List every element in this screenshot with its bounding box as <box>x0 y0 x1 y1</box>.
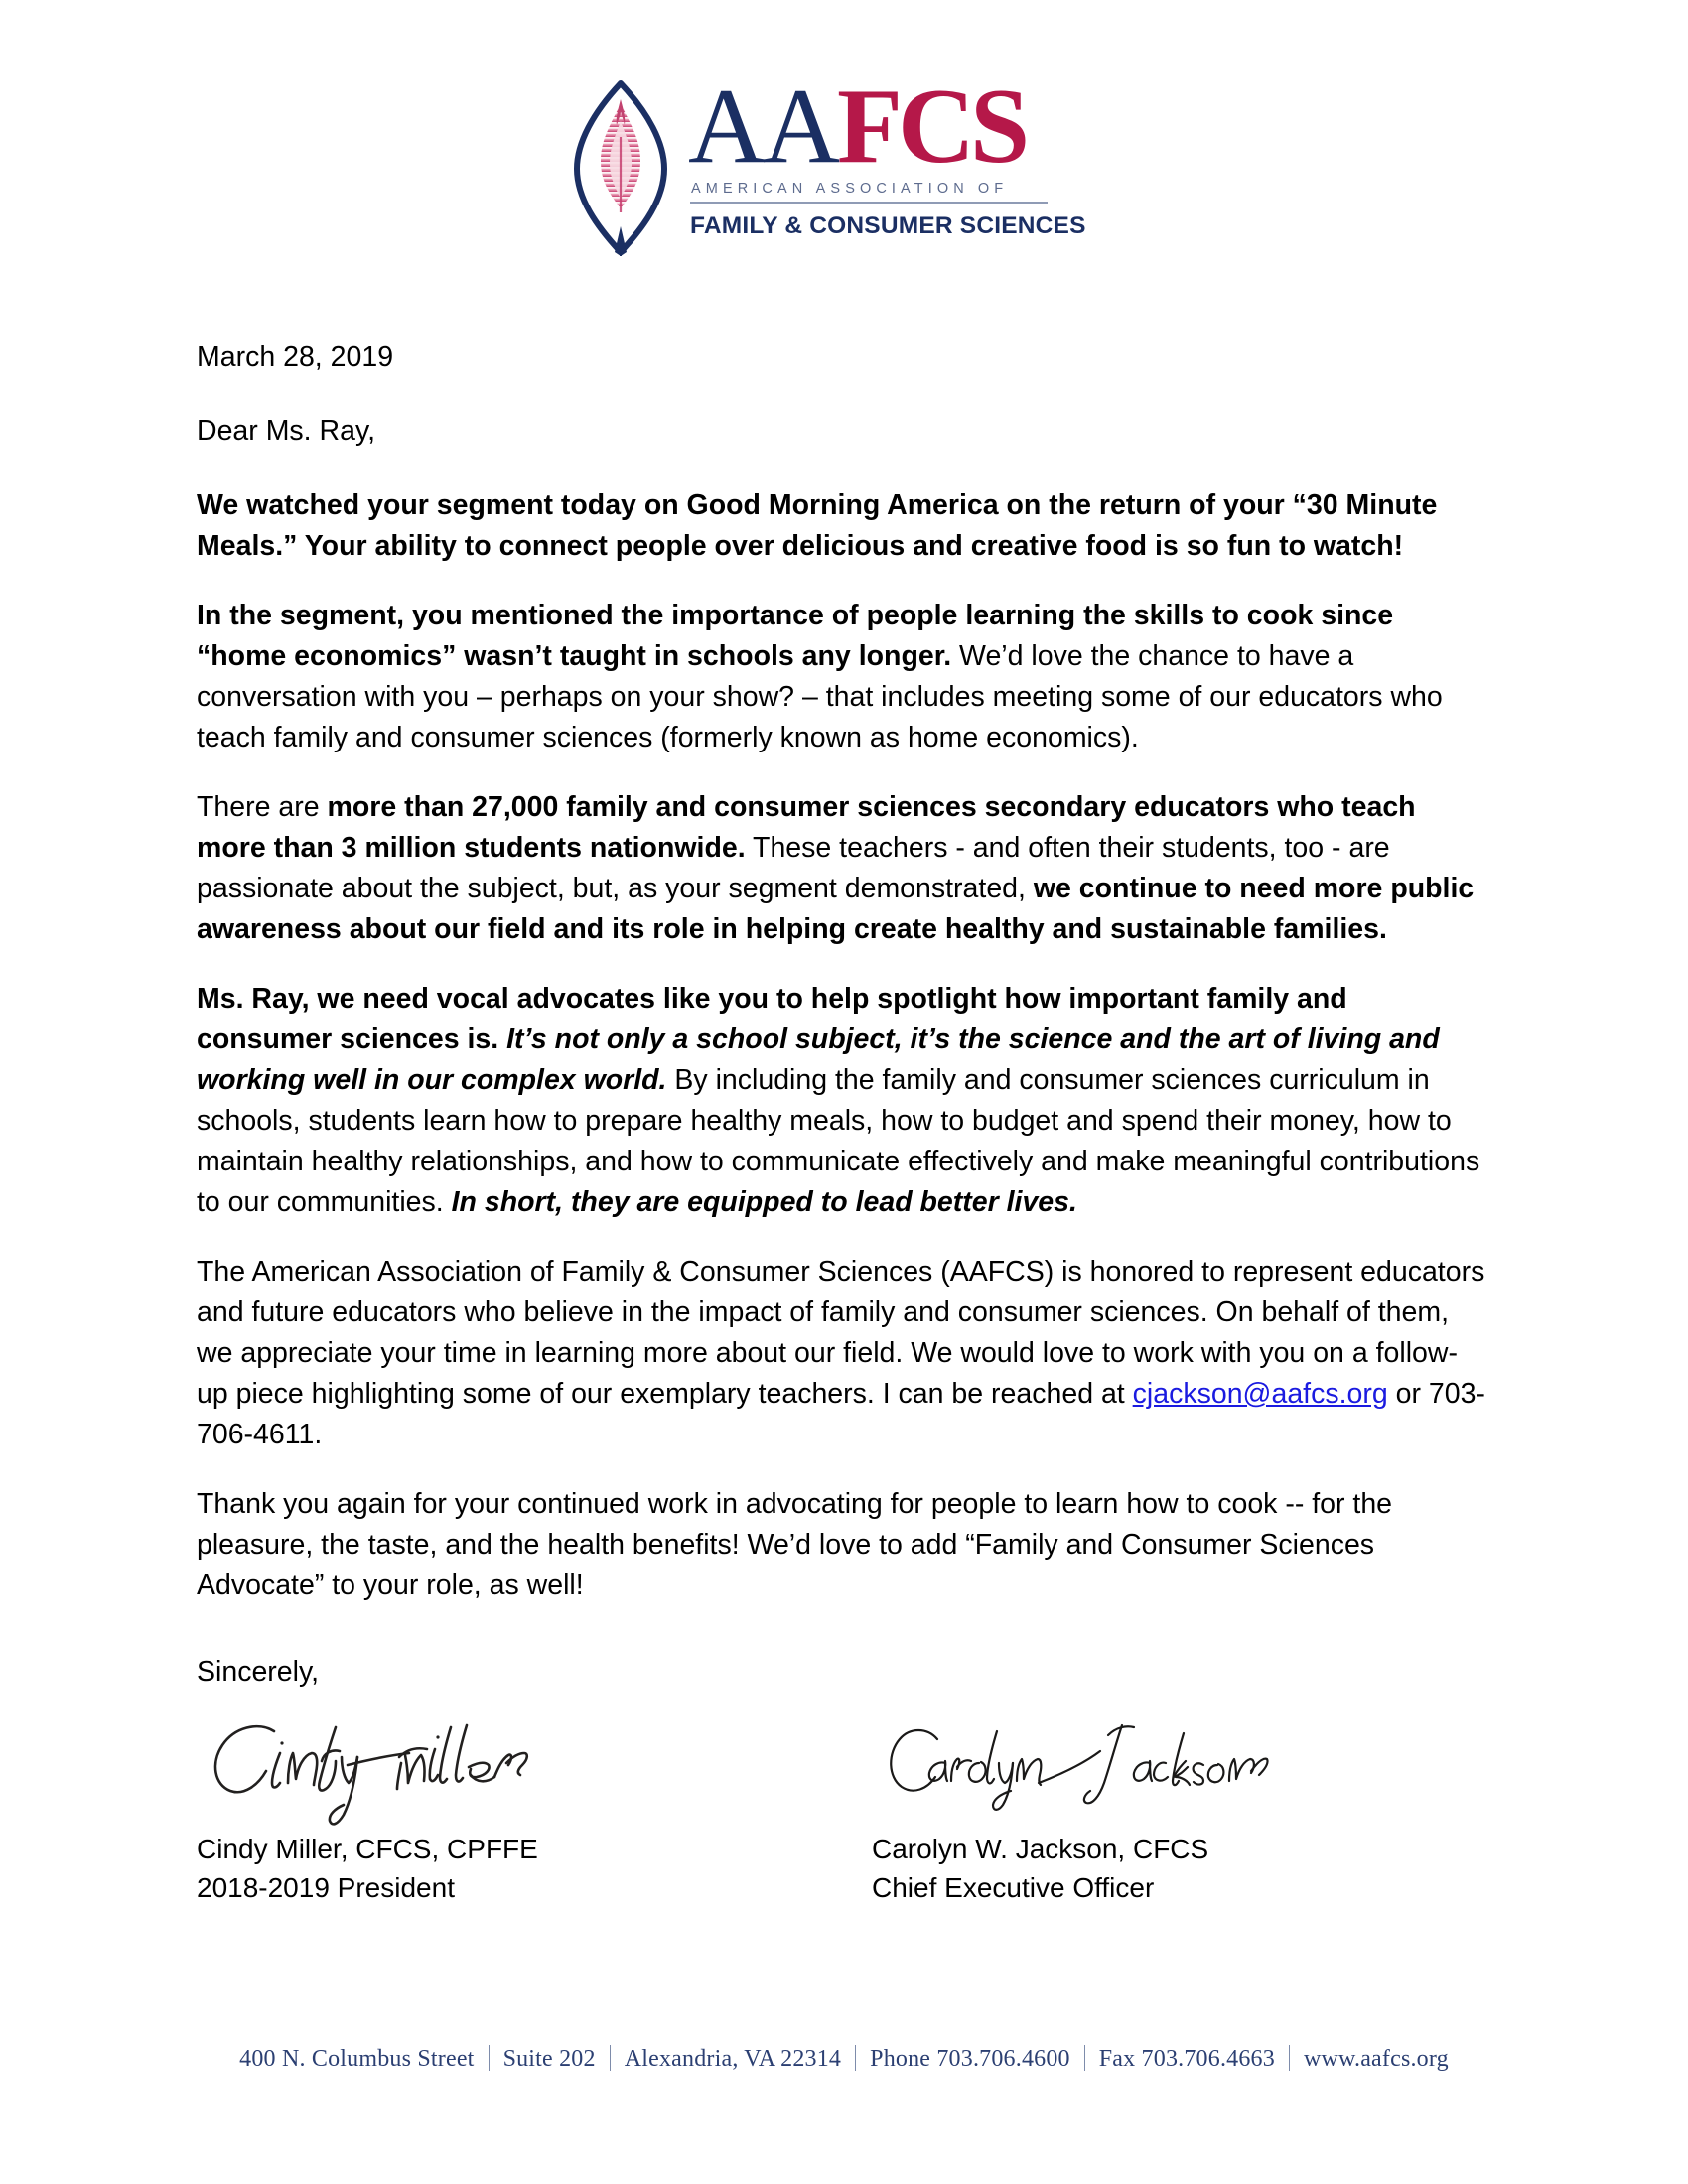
p1-bold: We watched your segment today on Good Morning America on the return of your “30 Minute Meals.” Your ability to connect people over delicious and creative food is so fun to watch! <box>197 489 1438 562</box>
footer-separator <box>1289 2045 1290 2071</box>
letter-paragraph-4 <box>197 979 1487 1223</box>
aafcs-flame-diamond-logo <box>561 77 680 256</box>
page-footer <box>0 2045 1688 2073</box>
p3-bold-1: more than 27,000 family and consumer sciences secondary educators who teach more than 3 million students nationwide. <box>197 791 1416 864</box>
p3-mid: These teachers - and often their students, too - are passionate about the subject, but, as your segment demonstrated, <box>197 832 1390 904</box>
letter-paragraph-1 <box>197 485 1487 567</box>
footer-suite: Suite 202 <box>502 2046 596 2072</box>
p2-normal: We’d love the chance to have a conversation with you – perhaps on your show? – that includes meeting some of our educators who teach family and consumer sciences (formerly known as home economics). <box>197 640 1443 753</box>
p5-part-1: The American Association of Family & Consumer Sciences (AAFCS) is honored to represent educators and future educators who believe in the impact of family and consumer sciences. On behalf of them, we appreciate your time in learning more about our field. We would love to work with you on a follow-up piece highlighting some of our exemplary teachers. I can be reached at <box>197 1256 1485 1410</box>
footer-separator <box>1084 2045 1085 2071</box>
p4-bolditalic-2: In short, they are equipped to lead better lives. <box>451 1186 1077 1218</box>
signature-title-ceo: Chief Executive Officer <box>872 1872 1155 1903</box>
signature-name-president: Cindy Miller, CFCS, CPFFE <box>197 1834 538 1864</box>
p4-bold-1: Ms. Ray, we need vocal advocates like you to help spotlight how important family and consumer sciences is. <box>197 983 1347 1055</box>
footer-separator <box>489 2045 490 2071</box>
letter-paragraph-6: Thank you again for your continued work in advocating for people to learn how to cook -- for the pleasure, the taste, and the health benefits! We’d love to add “Family and Consumer Sciences Advocate” to your role, as well! <box>197 1488 1393 1601</box>
footer-phone: Phone 703.706.4600 <box>870 2046 1070 2072</box>
signature-title-president: 2018-2019 President <box>197 1872 455 1903</box>
footer-address: 400 N. Columbus Street <box>239 2046 475 2072</box>
p2-bold: In the segment, you mentioned the importance of people learning the skills to cook since “home economics” wasn’t taught in schools any longer. <box>197 600 1394 672</box>
letter-date: March 28, 2019 <box>197 341 394 373</box>
signature-name-ceo: Carolyn W. Jackson, CFCS <box>872 1834 1209 1864</box>
logo-divider-rule <box>690 202 1048 204</box>
footer-separator <box>855 2045 856 2071</box>
logo-subtitle-top: AMERICAN ASSOCIATION OF <box>691 181 1009 197</box>
p4-bolditalic-1: It’s not only a school subject, it’s the science and the art of living and working well in our complex world. <box>197 1024 1440 1096</box>
p3-bold-2: we continue to need more public awareness about our field and its role in helping create healthy and sustainable families. <box>197 873 1475 945</box>
cindy-miller-signature <box>197 1706 624 1830</box>
footer-fax: Fax 703.706.4663 <box>1098 2046 1275 2072</box>
logo-subtitle-bottom: FAMILY & CONSUMER SCIENCES <box>690 212 1086 239</box>
footer-contact-line <box>239 2045 1449 2073</box>
letter-closing: Sincerely, <box>197 1656 320 1688</box>
logo-acronym-aa: AA <box>688 68 837 186</box>
logo-acronym <box>688 68 1085 186</box>
letter-paragraph-5 <box>197 1252 1487 1455</box>
signature-block-president <box>197 1706 792 1907</box>
aafcs-logo <box>561 68 1087 256</box>
footer-separator <box>610 2045 611 2071</box>
footer-city-state-zip: Alexandria, VA 22314 <box>624 2046 842 2072</box>
carolyn-jackson-signature <box>872 1706 1299 1830</box>
email-link[interactable]: cjackson@aafcs.org <box>1132 1378 1388 1410</box>
letter-body <box>197 338 1487 1635</box>
signature-row <box>197 1706 1487 2003</box>
p5-part-2: or 703-706-4611. <box>197 1378 1485 1450</box>
footer-website: www.aafcs.org <box>1303 2046 1449 2072</box>
logo-text <box>688 68 1086 240</box>
logo-acronym-fcs: FCS <box>837 68 1026 186</box>
letter-paragraph-2 <box>197 596 1487 758</box>
letter-paragraph-3 <box>197 787 1487 950</box>
signature-block-ceo <box>872 1706 1468 1907</box>
p4-normal: By including the family and consumer sciences curriculum in schools, students learn how to prepare healthy meals, how to budget and spend their money, how to maintain healthy relationships, and how to communicate effectively and make meaningful contributions to our communities. <box>197 1064 1480 1218</box>
letter-salutation: Dear Ms. Ray, <box>197 415 376 447</box>
p3-lead: There are <box>197 791 328 823</box>
